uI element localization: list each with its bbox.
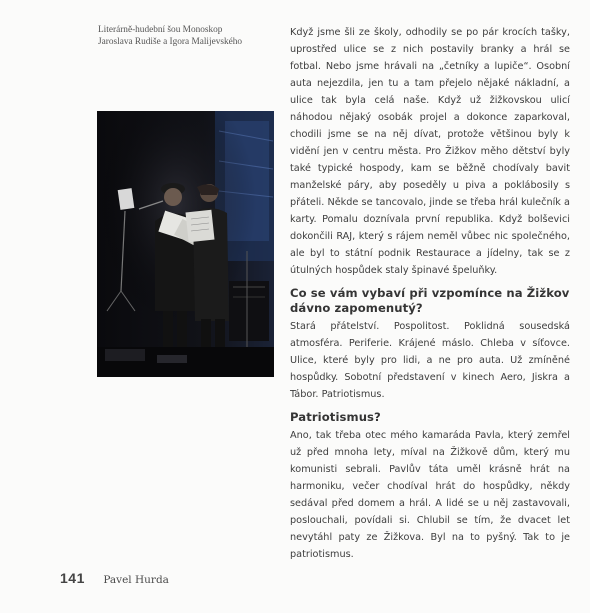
article-paragraph-3: Ano, tak třeba otec mého kamaráda Pavla, který zemřel už před mnoha lety, míval na Žižkově dům, který mu komunisti sebrali. Pavlův táta uměl krásně hrát na harmoniku, večer chodíval hrát do hospůdky, někdy sedával před domem a hrál. A lidé se u něj zastavovali, poslouchali, povídali si. Chlubil se tím, že dvacet let nevytáhl paty ze Žižkova. Byl na to pyšný. Tak to je patriotismus. (290, 430, 570, 560)
photo-caption (98, 24, 278, 48)
article-paragraph-1: Když jsme šli ze školy, odhodily se po pár krocích tašky, uprostřed ulice se z nich postavily branky a hrál se fotbal. Nebo jsme hrávali na „četníky a lupiče“. Osobní auta nejezdila, jen tu a tam přejelo nějaké nákladní, a ulice tak byla celá naše. Když už žižkovskou ulicí náhodou nějaký osobák projel a dokonce zaparkoval, chodili jsme se na něj dívat, protože většinou byly k vidění jen v centru města. Pro Žižkov měho dětství byly také typické hospody, kam se běžně chodívaly bavit manželské páry, aby poseděly u piva a poklábosily s přáteli. Někde se tancovalo, jinde se třeba hrál kulečník a karty. Pomalu doznívala první republika. Když bolševici dokončili RAJ, který s rájem neměl vůbec nic společného, ale byl to státní podnik Restaurace a jídelny, tak se z útulných hospůdek staly špinavé špeluňky. (290, 27, 570, 276)
article-heading-2: Patriotismus? (290, 410, 381, 424)
author-name: Pavel Hurda (103, 574, 169, 586)
article-heading-1: Co se vám vybaví při vzpomínce na Žižkov dávno zapomenutý? (290, 286, 570, 315)
stage-photo (97, 111, 274, 377)
page-number: 141 (60, 570, 85, 586)
article-body (290, 24, 570, 563)
stage-photo-illustration (97, 111, 274, 377)
page-footer (60, 570, 169, 588)
caption-line-1: Literárně-hudební šou Monoskop (98, 25, 223, 35)
article-paragraph-2: Stará přátelství. Pospolitost. Poklidná sousedská atmosféra. Periferie. Krájené máslo. Chleba v síťovce. Ulice, které byly pro lidi, a ne pro auta. Už zmíněné hospůdky. Sobotní představení v kinech Aero, Jiskra a Tábor. Patriotismus. (290, 321, 570, 400)
caption-line-2: Jaroslava Rudiše a Igora Malijevského (98, 37, 243, 47)
